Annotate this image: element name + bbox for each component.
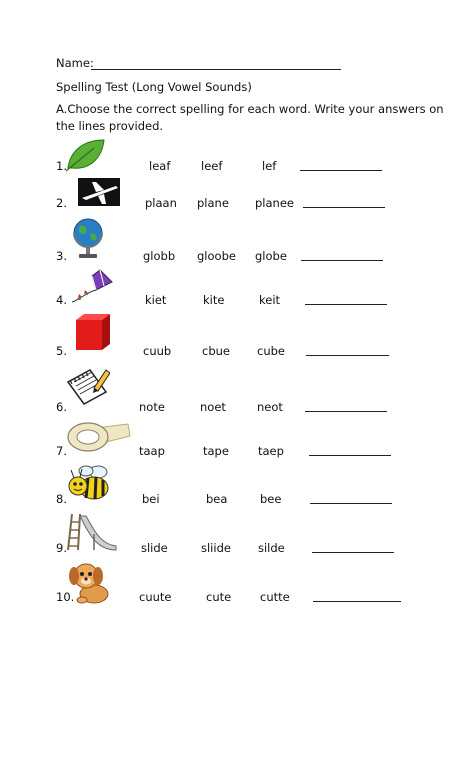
choice: plane [197, 196, 229, 210]
choice: lef [262, 159, 277, 173]
choice: globe [255, 249, 287, 263]
leaf-icon [64, 138, 106, 172]
choice: taep [258, 444, 284, 458]
choice: bei [142, 492, 160, 506]
slide-icon [64, 510, 118, 552]
answer-line[interactable] [305, 304, 387, 305]
puppy-icon [66, 560, 112, 604]
cube-icon [74, 312, 112, 352]
bee-icon [66, 464, 114, 502]
choice: cuub [143, 344, 172, 358]
item-number: 6. [56, 400, 67, 414]
choice: bee [260, 492, 282, 506]
airplane-icon [78, 178, 120, 206]
choice: cutte [260, 590, 290, 604]
item-number: 5. [56, 344, 67, 358]
answer-line[interactable] [309, 455, 391, 456]
answer-line[interactable] [301, 260, 383, 261]
choice: sliide [201, 541, 231, 555]
choice: note [139, 400, 165, 414]
test-title: Spelling Test (Long Vowel Sounds) [56, 80, 252, 94]
answer-line[interactable] [303, 207, 385, 208]
choice: leaf [149, 159, 171, 173]
choice: plaan [145, 196, 177, 210]
globe-icon [70, 216, 106, 260]
choice: cube [257, 344, 285, 358]
item-number: 9. [56, 541, 67, 555]
item-number: 1. [56, 159, 67, 173]
choice: kite [203, 293, 225, 307]
choice: tape [203, 444, 229, 458]
name-label: Name: [56, 56, 94, 70]
choice: leef [201, 159, 223, 173]
answer-line[interactable] [313, 601, 401, 602]
choice: neot [257, 400, 283, 414]
answer-line[interactable] [310, 503, 392, 504]
choice: taap [139, 444, 165, 458]
choice: gloobe [197, 249, 236, 263]
choice: silde [258, 541, 285, 555]
item-number: 3. [56, 249, 67, 263]
item-number: 10. [56, 590, 75, 604]
choice: cute [206, 590, 232, 604]
answer-line[interactable] [300, 170, 382, 171]
notepad-icon [64, 364, 110, 408]
choice: slide [141, 541, 168, 555]
choice: planee [255, 196, 294, 210]
item-number: 7. [56, 444, 67, 458]
choice: bea [206, 492, 228, 506]
item-number: 4. [56, 293, 67, 307]
choice: noet [200, 400, 226, 414]
answer-line[interactable] [312, 552, 394, 553]
choice: kiet [145, 293, 167, 307]
instructions-line-2: the lines provided. [56, 119, 164, 133]
kite-icon [70, 268, 114, 304]
choice: keit [259, 293, 281, 307]
item-number: 2. [56, 196, 67, 210]
choice: cbue [202, 344, 230, 358]
answer-line[interactable] [305, 411, 387, 412]
choice: cuute [139, 590, 172, 604]
item-number: 8. [56, 492, 67, 506]
name-answer-line[interactable] [91, 69, 341, 70]
instructions-line-1: A.Choose the correct spelling for each word. Write your answers on [56, 102, 444, 116]
answer-line[interactable] [306, 355, 389, 356]
choice: globb [143, 249, 176, 263]
tape-icon [66, 420, 132, 454]
